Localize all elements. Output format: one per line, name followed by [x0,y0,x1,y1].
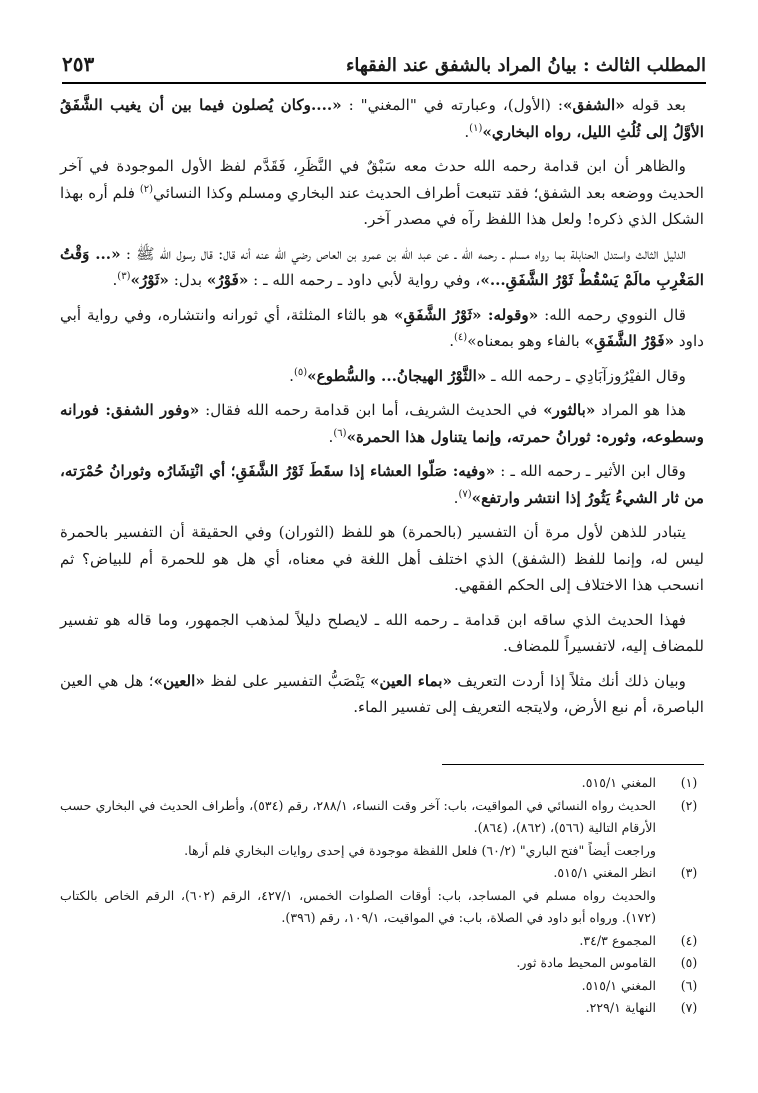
footnote-number: (٤) [680,932,698,948]
text-span: هذا هو المراد [595,401,686,419]
text-span: . [449,332,455,350]
text-span: : (الأول)، وعبارته في "المغني" : [341,96,563,114]
hadith-quote: «....وكان يُصلون فيما بين أن يغيب الشَّفَقُ الأوَّلُ إلى ثُلُثِ الليل، رواه البخاري» [60,96,704,141]
text-span: . [289,366,294,385]
text-span: والظاهر أن ابن قدامة رحمه الله حدث معه سَبْقٌ في النَّظَرِ، فَقَدَّم لفظ الأول الموجودة في آخر الحديث ووضعه بعد الشفق؛ فقد تتبعت أطراف الحديث عند البخاري ومسلم وكذا النسائي [60,157,705,202]
paragraph-5 [60,363,704,390]
text-span: قال النووي رحمه الله: [538,305,686,324]
footnote-text: المغني ٥١٥/١. [581,775,656,790]
text-span: . [112,271,118,289]
text-span: . [453,488,459,507]
quote: «بماء العين» [370,671,452,690]
footnotes [60,772,704,1020]
main-text [60,92,704,729]
footnote-number: (٣) [680,865,698,880]
paragraph-4 [60,302,704,355]
footnote-1 [60,772,704,795]
text-span: يتبادر للذهن لأول مرة أن التفسير (بالحمرة) هو للفظ (الثوران) وفي الحقيقة أن التفسير بالحمرة ليس له، وإنما للفظ (الشفق) الذي اختلف أهل اللغة في معناه، أي هل هو للحمرة أم للبياض؟ ثم انسحب هذا الاختلاف إلى الحكم الفقهي. [60,523,704,594]
text-span: . [464,122,470,141]
paragraph-1 [60,92,704,145]
paragraph-6 [60,397,704,450]
text-span: ، وفي رواية لأبي داود ـ رحمه الله ـ : [248,271,481,289]
footnote-text: النهاية ٢٢٩/١. [585,1000,656,1015]
quote: «الشفق» [562,96,625,114]
paragraph-7 [60,458,704,511]
footnote-number: (٥) [680,955,698,970]
paragraph-2 [60,153,704,233]
footnote-5 [60,952,704,975]
text-span: . [328,427,334,446]
footnote-3 [60,862,704,885]
footnote-number: (٦) [680,977,698,993]
text-span: يَنْصَبُّ التفسير على لفظ [204,671,371,690]
page-header [62,42,706,84]
footnote-2-continuation: وراجعت أيضاً "فتح الباري" (٦٠/٢) فلعل اللفظة موجودة في إحدى روايات البخاري فلم أرها. [184,842,656,858]
footnote-text: المغني ٥١٥/١. [581,977,656,993]
quote: «العين» [153,671,205,690]
footnote-7 [60,997,704,1020]
quote: «الثَّوْرُ الهيجانُ... والسُّطوع» [307,366,487,385]
page-number: ٢٥٣ [62,52,95,76]
text-span: هو بالثاء المثلثة، أي ثورانه وانتشاره، وفي رواية أبي داود [60,305,704,350]
text-span: وبيان ذلك أنك مثلاً إذا أردت التعريف [451,671,686,690]
footnote-4 [60,930,704,953]
footnote-6 [60,975,704,998]
quote: «بالثور» [543,401,596,419]
footnote-divider [442,764,704,765]
footnote-ref-6[interactable]: (٦) [333,427,347,439]
quote: «ثَوْرُ» [130,271,169,289]
footnote-ref-4[interactable]: (٤) [454,331,468,343]
text-span: الدليل الثالث واستدل الحنابلة بما رواه مسلم ـ رحمه الله ـ عن عبد الله بن عمرو بن العاص رضي الله عنه أنه قال: قال رسول الله ﷺ : [120,244,686,263]
quote: «فَوْرُ» [206,271,249,289]
footnote-text: انظر المغني ٥١٥/١. [553,865,656,880]
paragraph-8 [60,519,704,599]
paragraph-10 [60,668,704,721]
footnote-ref-1[interactable]: (١) [469,122,483,134]
footnote-number: (١) [680,775,698,790]
quote: «وفيه: صَلّوا العشاء إذا سقَطَ ثَوْرُ الشَّفَقِ؛ أي انْتِشَارُه وثورانُ حُمْرَته، من ثار الشيءُ يَثُورُ إذا انتشر وارتفع» [60,462,704,507]
footnote-number: (٢) [680,797,698,813]
text-span: في الحديث الشريف، أما ابن قدامة رحمه الله فقال: [199,401,544,419]
footnote-2 [60,795,704,840]
text-span: بدل: [168,271,207,289]
text-span: ؛ هل هي العين الباصرة، أم نبع الأرض، ولايتجه التعريف إلى تفسير الماء. [60,671,704,716]
text-span: بعد قوله [624,96,686,114]
text-span: وقال الفيْرُوزآبَادِي ـ رحمه الله ـ [486,366,686,385]
text-span: بالفاء وهو بمعناه» [467,332,585,350]
paragraph-3 [60,241,704,294]
footnote-text: الحديث رواه النسائي في المواقيت، باب: آخر وقت النساء، ٢٨٨/١، رقم (٥٣٤)، وأطراف الحديث في البخاري حسب الأرقام التالية (٥٦٦)، (٨٦٢)، (٨٦٤). [60,797,656,835]
text-span: وقال ابن الأثير ـ رحمه الله ـ : [495,462,686,480]
quote: «فَوْرُ الشَّفَقِ» [584,332,675,350]
footnote-text: القاموس المحيط مادة ثور. [516,955,656,970]
text-span: فلم أره بهذا الشكل الذي ذكره! ولعل هذا اللفظ رآه في مصدر آخر. [60,183,704,228]
footnote-text: المجموع ٣٤/٣. [579,932,656,948]
quote: «وقوله: «ثَوْرُ الشَّفَقِ» [394,305,539,324]
footnote-ref-2[interactable]: (٢) [139,183,154,195]
hadith-quote: «... وَقْتُ المَغْرِبِ مالَمْ يَسْقُطْ ثَوْرُ الشَّفَقِ...» [60,244,704,289]
footnote-ref-5[interactable]: (٥) [293,366,308,378]
paragraph-9 [60,607,704,660]
footnote-ref-7[interactable]: (٧) [458,488,472,500]
section-title: المطلب الثالث : بيانُ المراد بالشفق عند الفقهاء [345,55,706,76]
quote: «وفور الشفق: فورانه وسطوعه، وثوره: ثورانُ حمرته، وإنما يتناول هذا الحمرة» [60,401,704,446]
footnote-ref-3[interactable]: (٣) [117,270,131,282]
text-span: فهذا الحديث الذي ساقه ابن قدامة ـ رحمه الله ـ لايصلح دليلاً لمذهب الجمهور، وما قاله هو تفسير للمضاف إليه، لاتفسيراً للمضاف. [60,610,704,655]
footnote-number: (٧) [680,1000,698,1015]
footnote-3-continuation: والحديث رواه مسلم في المساجد، باب: أوقات الصلوات الخمس، ٤٢٧/١، الرقم (٦٠٢)، الرقم الخاص بالكتاب (١٧٢). ورواه أبو داود في الصلاة، باب: في المواقيت، ١٠٩/١، رقم (٣٩٦). [60,887,656,925]
